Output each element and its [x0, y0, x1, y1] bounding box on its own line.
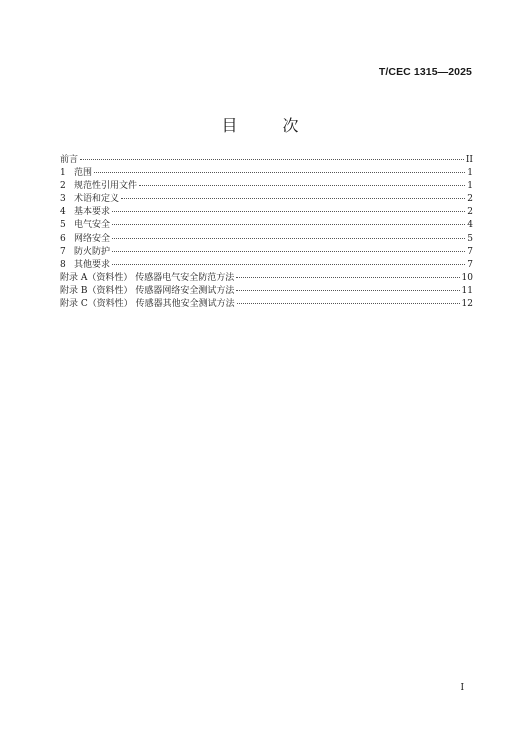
toc-entry-foreword[interactable] [60, 154, 473, 167]
table-of-contents [60, 154, 473, 311]
toc-leader-dots [236, 277, 459, 278]
toc-leader-dots [237, 303, 460, 304]
toc-entry-page: 7 [467, 246, 473, 257]
toc-entry-page: 5 [467, 233, 473, 244]
toc-leader-dots [112, 251, 465, 252]
toc-entry-label: 附录 B（资料性） 传感器网络安全测试方法 [60, 285, 235, 296]
toc-entry-label: 电气安全 [74, 220, 111, 231]
toc-entry-page: 10 [461, 272, 473, 283]
toc-entry-other-requirements[interactable] [60, 259, 473, 272]
toc-entry-number: 8 [60, 259, 66, 270]
toc-entry-page: 2 [467, 194, 473, 205]
toc-leader-dots [94, 172, 465, 173]
toc-entry-terms-definitions[interactable] [60, 193, 473, 206]
toc-entry-number: 5 [60, 220, 66, 231]
toc-entry-appendix-a[interactable] [60, 272, 473, 285]
page-number: I [460, 683, 464, 693]
toc-entry-label: 范围 [74, 168, 93, 179]
toc-entry-label: 附录 C（资料性） 传感器其他安全测试方法 [60, 299, 235, 310]
toc-entry-appendix-b[interactable] [60, 285, 473, 298]
toc-entry-page: 2 [467, 207, 473, 218]
toc-entry-label: 前言 [60, 155, 79, 165]
toc-entry-number: 6 [60, 233, 66, 244]
toc-entry-page: 1 [467, 168, 473, 179]
toc-leader-dots [139, 185, 465, 186]
toc-entry-number: 3 [60, 194, 66, 205]
toc-entry-network-security[interactable] [60, 233, 473, 246]
toc-entry-page: 11 [461, 285, 473, 296]
toc-entry-appendix-c[interactable] [60, 298, 473, 311]
toc-entry-fire-protection[interactable] [60, 246, 473, 259]
toc-leader-dots [112, 238, 465, 239]
toc-entry-page: 1 [467, 181, 473, 192]
standard-number: T/CEC 1315—2025 [378, 66, 472, 78]
toc-leader-dots [121, 198, 465, 199]
toc-leader-dots [80, 159, 464, 160]
toc-entry-page: II [465, 155, 473, 165]
toc-entry-label: 防火防护 [74, 246, 111, 257]
toc-leader-dots [236, 290, 459, 291]
toc-leader-dots [112, 211, 465, 212]
toc-entry-label: 规范性引用文件 [74, 181, 138, 192]
toc-entry-electrical-safety[interactable] [60, 219, 473, 232]
toc-entry-page: 12 [461, 299, 473, 310]
toc-entry-label: 基本要求 [74, 207, 111, 218]
toc-entry-number: 1 [60, 168, 66, 179]
toc-entry-number: 4 [60, 207, 66, 218]
toc-entry-number: 7 [60, 246, 66, 257]
toc-entry-scope[interactable] [60, 167, 473, 180]
toc-leader-dots [112, 264, 465, 265]
toc-entry-label: 术语和定义 [74, 194, 120, 205]
toc-leader-dots [112, 224, 465, 225]
toc-entry-page: 4 [467, 220, 473, 231]
toc-title: 目 次 [221, 116, 319, 135]
toc-entry-label: 其他要求 [74, 259, 111, 270]
toc-entry-normative-references[interactable] [60, 180, 473, 193]
toc-entry-number: 2 [60, 181, 66, 192]
toc-entry-page: 7 [467, 259, 473, 270]
toc-entry-label: 附录 A（资料性） 传感器电气安全防范方法 [60, 272, 235, 283]
toc-entry-basic-requirements[interactable] [60, 206, 473, 219]
toc-entry-label: 网络安全 [74, 233, 111, 244]
